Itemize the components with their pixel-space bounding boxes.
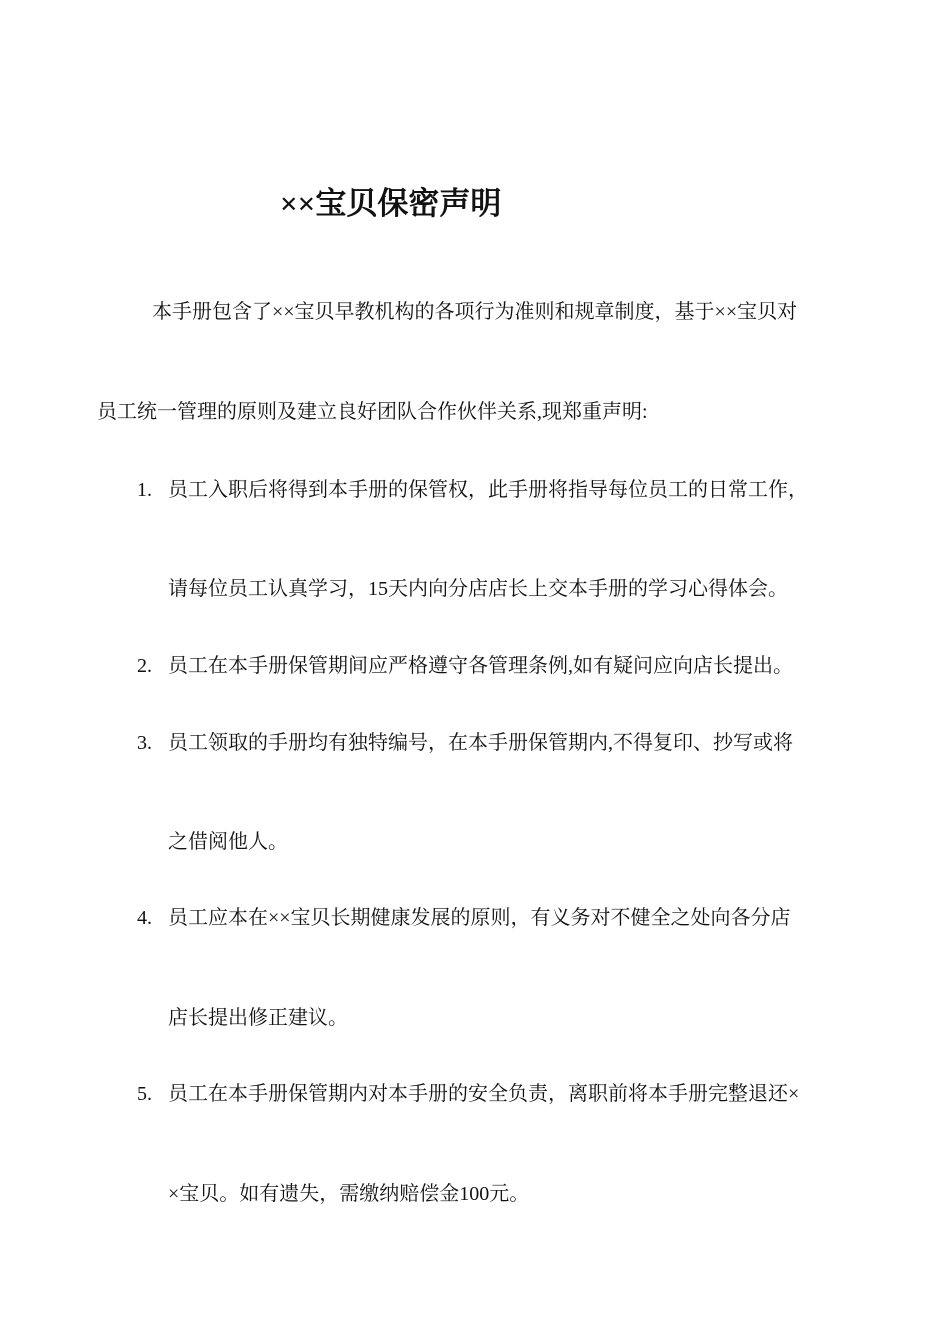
list-item-number: 4.: [137, 907, 152, 929]
list-item-text: 员工在本手册保管期间应严格遵守各管理条例,如有疑问应向店长提出。: [168, 655, 793, 677]
list-item-text-continued: 之借阅他人。: [168, 831, 288, 853]
list-item-number: 3.: [137, 732, 152, 754]
intro-line-1: 本手册包含了××宝贝早教机构的各项行为准则和规章制度，基于××宝贝对: [152, 301, 798, 323]
list-item-text: 员工入职后将得到本手册的保管权，此手册将指导每位员工的日常工作，: [168, 479, 808, 501]
list-item-text: 员工领取的手册均有独特编号，在本手册保管期内,不得复印、抄写或将: [168, 732, 793, 754]
list-item-text-continued: 店长提出修正建议。: [168, 1007, 348, 1029]
list-item-text-continued: ×宝贝。如有遗失，需缴纳赔偿金100元。: [168, 1183, 530, 1205]
list-item-text-continued: 请每位员工认真学习，15天内向分店店长上交本手册的学习心得体会。: [168, 578, 788, 600]
intro-line-2: 员工统一管理的原则及建立良好团队合作伙伴关系,现郑重声明:: [97, 401, 648, 423]
list-item-number: 1.: [137, 479, 152, 501]
list-item-text: 员工在本手册保管期内对本手册的安全负责，离职前将本手册完整退还×: [168, 1083, 800, 1105]
document-title: ××宝贝保密声明: [280, 186, 502, 221]
list-item-number: 5.: [137, 1083, 152, 1105]
list-item-text: 员工应本在××宝贝长期健康发展的原则，有义务对不健全之处向各分店: [168, 907, 791, 929]
list-item-number: 2.: [137, 655, 152, 677]
